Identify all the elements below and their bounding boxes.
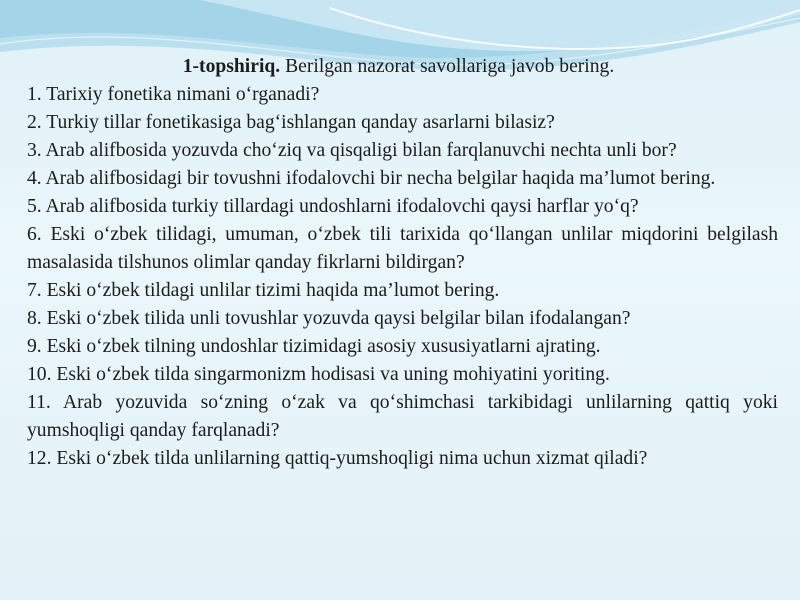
question-11: 11. Arab yozuvida so‘zning o‘zak va qo‘shimchasi tarkibidagi unlilarning qattiq yoki yumshoqligi qanday farqlanadi? [27, 392, 778, 441]
question-5: 5. Arab alifbosida turkiy tillardagi undoshlarni ifodalovchi qaysi harflar yo‘q? [27, 196, 639, 217]
question-12: 12. Eski o‘zbek tilda unlilarning qattiq-yumshoqligi nima uchun xizmat qiladi? [27, 448, 648, 469]
task-title-text: Berilgan nazorat savollariga javob bering. [280, 56, 615, 77]
task-title-number: 1-topshiriq. [182, 56, 281, 77]
question-7: 7. Eski o‘zbek tildagi unlilar tizimi haqida ma’lumot bering. [27, 280, 500, 301]
question-2: 2. Turkiy tillar fonetikasiga bag‘ishlangan qanday asarlarni bilasiz? [27, 112, 555, 133]
question-9: 9. Eski o‘zbek tilning undoshlar tizimidagi asosiy xususiyatlarni ajrating. [27, 336, 601, 357]
question-10: 10. Eski o‘zbek tilda singarmonizm hodisasi va uning mohiyatini yoriting. [27, 364, 610, 385]
question-3: 3. Arab alifbosida yozuvda cho‘ziq va qisqaligi bilan farqlanuvchi nechta unli bor? [27, 140, 677, 161]
question-4: 4. Arab alifbosidagi bir tovushni ifodalovchi bir necha belgilar haqida ma’lumot bering. [27, 168, 716, 189]
task-content [27, 53, 778, 473]
question-1: 1. Tarixiy fonetika nimani o‘rganadi? [27, 84, 320, 105]
task-title [27, 53, 778, 81]
question-8: 8. Eski o‘zbek tilida unli tovushlar yozuvda qaysi belgilar bilan ifodalangan? [27, 308, 631, 329]
question-6: 6. Eski o‘zbek tilidagi, umuman, o‘zbek tili tarixida qo‘llangan unlilar miqdorini belgilash masalasida tilshunos olimlar qanday fikrlarni bildirgan? [27, 224, 778, 273]
